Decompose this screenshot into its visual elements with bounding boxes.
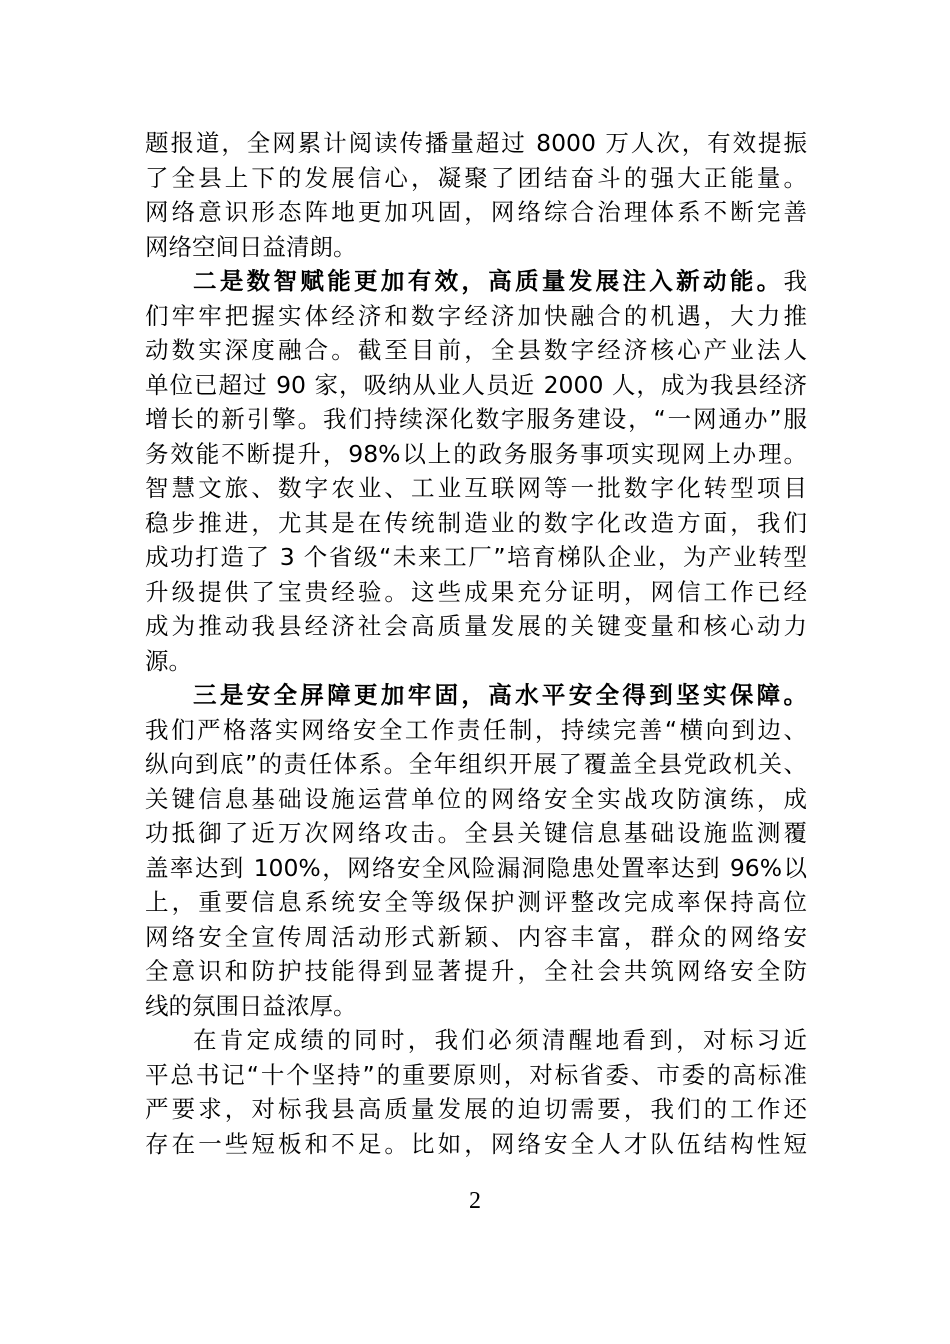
body-text: 了全县上下的发展信心，凝聚了团结奋斗的强大正能量。: [145, 163, 807, 192]
body-text: 单位已超过 90 家，吸纳从业人员近 2000 人，成为我县经济: [145, 370, 807, 399]
body-text: 盖率达到 100%，网络安全风险漏洞隐患处置率达到 96%以: [145, 853, 807, 882]
body-text: 稳步推进，尤其是在传统制造业的数字化改造方面，我们: [145, 508, 807, 537]
body-text: 线的氛围日益浓厚。: [145, 991, 357, 1020]
text-line: [145, 747, 807, 782]
text-line: [145, 1058, 807, 1093]
text-line: [145, 368, 807, 403]
document-body: [145, 126, 807, 1161]
body-text: 题报道，全网累计阅读传播量超过 8000 万人次，有效提振: [145, 129, 807, 157]
text-line: [145, 885, 807, 920]
body-text: 网络意识形态阵地更加巩固，网络综合治理体系不断完善: [145, 198, 807, 226]
text-line: [145, 230, 807, 265]
text-line: [145, 575, 807, 610]
body-text: 增长的新引擎。我们持续深化数字服务建设，“一网通办”服: [145, 405, 807, 433]
text-line: [145, 299, 807, 334]
text-line: [145, 816, 807, 851]
text-line: [145, 920, 807, 955]
text-line: [145, 713, 807, 748]
body-text: 网络空间日益清朗。: [145, 232, 357, 261]
body-text: 关键信息基础设施运营单位的网络安全实战攻防演练，成: [145, 784, 807, 813]
text-line: [145, 782, 807, 817]
body-text: 全意识和防护技能得到显著提升，全社会共筑网络安全防: [145, 957, 807, 985]
text-line: [145, 1092, 807, 1127]
text-line: [145, 126, 807, 161]
body-text: 上，重要信息系统安全等级保护测评整改完成率保持高位: [145, 888, 807, 916]
body-text: 网络安全宣传周活动形式新颖、内容丰富，群众的网络安: [145, 922, 807, 951]
body-text: 源。: [145, 646, 192, 675]
text-line: [145, 1127, 807, 1162]
body-text: 我: [783, 267, 807, 295]
text-line: [145, 437, 807, 472]
text-line: [145, 678, 807, 713]
page-number: 2: [469, 1188, 481, 1214]
body-text: 严要求，对标我县高质量发展的迫切需要，我们的工作还: [145, 1095, 807, 1123]
text-line: [145, 644, 807, 679]
body-text: 我们严格落实网络安全工作责任制，持续完善“横向到边、: [145, 715, 807, 744]
text-line: [145, 1023, 807, 1058]
body-text: 成功打造了 3 个省级“未来工厂”培育梯队企业，为产业转型: [145, 543, 807, 571]
body-text: 动数实深度融合。截至目前，全县数字经济核心产业法人: [145, 336, 807, 364]
body-text: 们牢牢把握实体经济和数字经济加快融合的机遇，大力推: [145, 301, 807, 330]
body-text: 在肯定成绩的同时，我们必须清醒地看到，对标习近: [193, 1026, 807, 1054]
text-line: [145, 954, 807, 989]
body-text: 纵向到底”的责任体系。全年组织开展了覆盖全县党政机关、: [145, 750, 807, 778]
text-line: [145, 540, 807, 575]
text-line: [145, 264, 807, 299]
body-text: 成为推动我县经济社会高质量发展的关键变量和核心动力: [145, 612, 807, 640]
body-text: 升级提供了宝贵经验。这些成果充分证明，网信工作已经: [145, 577, 807, 606]
text-line: [145, 195, 807, 230]
text-line: [145, 506, 807, 541]
body-text: 务效能不断提升，98%以上的政务服务事项实现网上办理。: [145, 439, 807, 468]
text-line: [145, 161, 807, 196]
body-text: 智慧文旅、数字农业、工业互联网等一批数字化转型项目: [145, 474, 807, 502]
text-line: [145, 471, 807, 506]
text-line: [145, 851, 807, 886]
bold-heading-text: 二是数智赋能更加有效，高质量发展注入新动能。: [193, 267, 784, 295]
body-text: 功抵御了近万次网络攻击。全县关键信息基础设施监测覆: [145, 819, 807, 847]
text-line: [145, 609, 807, 644]
body-text: 存在一些短板和不足。比如，网络安全人才队伍结构性短: [145, 1129, 807, 1158]
text-line: [145, 402, 807, 437]
text-line: [145, 989, 807, 1024]
text-line: [145, 333, 807, 368]
body-text: 平总书记“十个坚持”的重要原则，对标省委、市委的高标准: [145, 1060, 807, 1089]
bold-heading-text: 三是安全屏障更加牢固，高水平安全得到坚实保障。: [193, 681, 807, 709]
